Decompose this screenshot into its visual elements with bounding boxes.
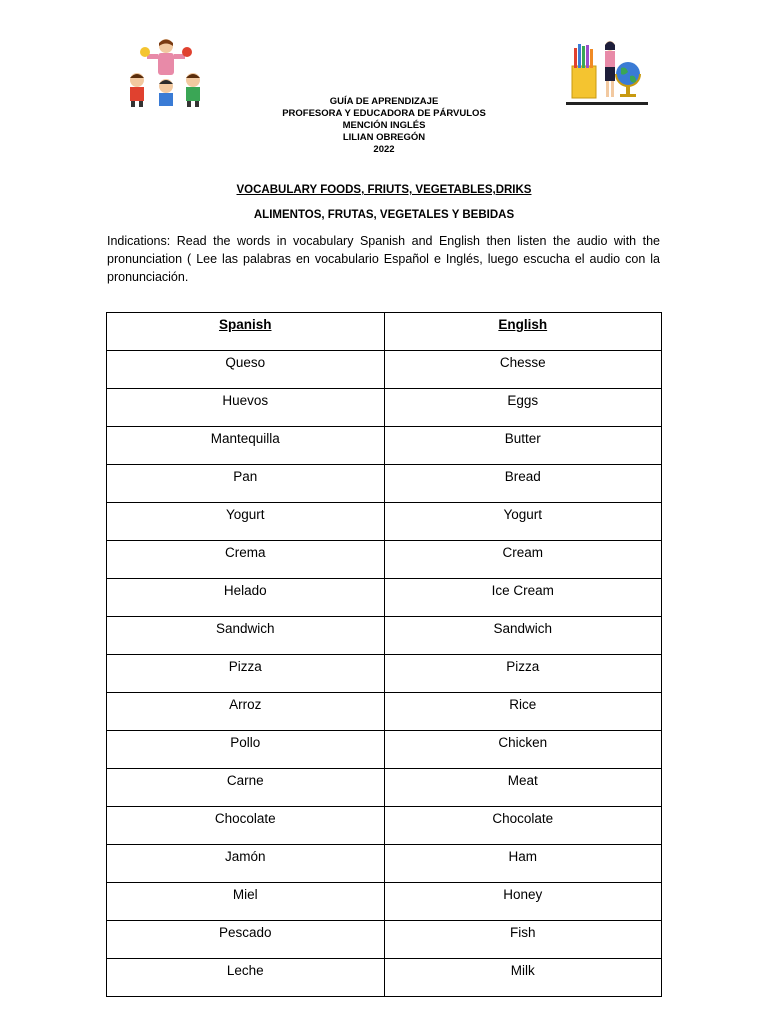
spanish-word-cell: Crema	[107, 541, 385, 579]
vocabulary-table-body	[107, 351, 662, 997]
spanish-word-cell: Yogurt	[107, 503, 385, 541]
english-word-cell: Cream	[384, 541, 662, 579]
english-word-cell: Meat	[384, 769, 662, 807]
spanish-word-cell: Helado	[107, 579, 385, 617]
column-header-english: English	[384, 313, 662, 351]
table-row	[107, 541, 662, 579]
english-word-cell: Honey	[384, 883, 662, 921]
spanish-word-cell: Jamón	[107, 845, 385, 883]
english-word-cell: Yogurt	[384, 503, 662, 541]
table-header-row	[107, 313, 662, 351]
table-row	[107, 427, 662, 465]
table-row	[107, 921, 662, 959]
table-row	[107, 655, 662, 693]
english-word-cell: Pizza	[384, 655, 662, 693]
spanish-word-cell: Carne	[107, 769, 385, 807]
header-line-teacher-title: PROFESORA Y EDUCADORA DE PÁRVULOS	[282, 108, 486, 119]
table-row	[107, 351, 662, 389]
spanish-word-cell: Miel	[107, 883, 385, 921]
spanish-word-cell: Pizza	[107, 655, 385, 693]
column-header-spanish: Spanish	[107, 313, 385, 351]
header-line-mention: MENCIÓN INGLÉS	[342, 120, 426, 131]
spanish-word-cell: Sandwich	[107, 617, 385, 655]
spanish-word-cell: Queso	[107, 351, 385, 389]
english-word-cell: Ice Cream	[384, 579, 662, 617]
vocabulary-table	[106, 312, 662, 997]
english-word-cell: Rice	[384, 693, 662, 731]
english-word-cell: Chocolate	[384, 807, 662, 845]
english-word-cell: Bread	[384, 465, 662, 503]
table-row	[107, 883, 662, 921]
english-word-cell: Fish	[384, 921, 662, 959]
title-spanish: ALIMENTOS, FRUTAS, VEGETALES Y BEBIDAS	[253, 209, 515, 221]
spanish-word-cell: Arroz	[107, 693, 385, 731]
header-line-year: 2022	[373, 144, 395, 155]
spanish-word-cell: Pan	[107, 465, 385, 503]
table-row	[107, 503, 662, 541]
spanish-word-cell: Pescado	[107, 921, 385, 959]
header-line-guide: GUÍA DE APRENDIZAJE	[329, 96, 439, 107]
table-row	[107, 617, 662, 655]
table-row	[107, 731, 662, 769]
english-word-cell: Chicken	[384, 731, 662, 769]
table-row	[107, 807, 662, 845]
title-english: VOCABULARY FOODS, FRIUTS, VEGETABLES,DRIKS	[236, 184, 532, 196]
spanish-word-cell: Pollo	[107, 731, 385, 769]
table-row	[107, 389, 662, 427]
spanish-word-cell: Leche	[107, 959, 385, 997]
document-header	[0, 96, 768, 156]
table-row	[107, 693, 662, 731]
table-row	[107, 579, 662, 617]
table-row	[107, 959, 662, 997]
english-word-cell: Ham	[384, 845, 662, 883]
header-line-author: LILIAN OBREGÓN	[342, 132, 426, 143]
english-word-cell: Eggs	[384, 389, 662, 427]
table-row	[107, 845, 662, 883]
spanish-word-cell: Chocolate	[107, 807, 385, 845]
table-row	[107, 769, 662, 807]
english-word-cell: Chesse	[384, 351, 662, 389]
spanish-word-cell: Mantequilla	[107, 427, 385, 465]
table-row	[107, 465, 662, 503]
spanish-word-cell: Huevos	[107, 389, 385, 427]
english-word-cell: Butter	[384, 427, 662, 465]
english-word-cell: Milk	[384, 959, 662, 997]
english-word-cell: Sandwich	[384, 617, 662, 655]
indications-paragraph: Indications: Read the words in vocabulary Spanish and English then listen the audio with the pronunciation ( Lee las palabras en vocabulario Español e Inglés, luego escucha el audio con la pronunciación.	[107, 234, 660, 284]
